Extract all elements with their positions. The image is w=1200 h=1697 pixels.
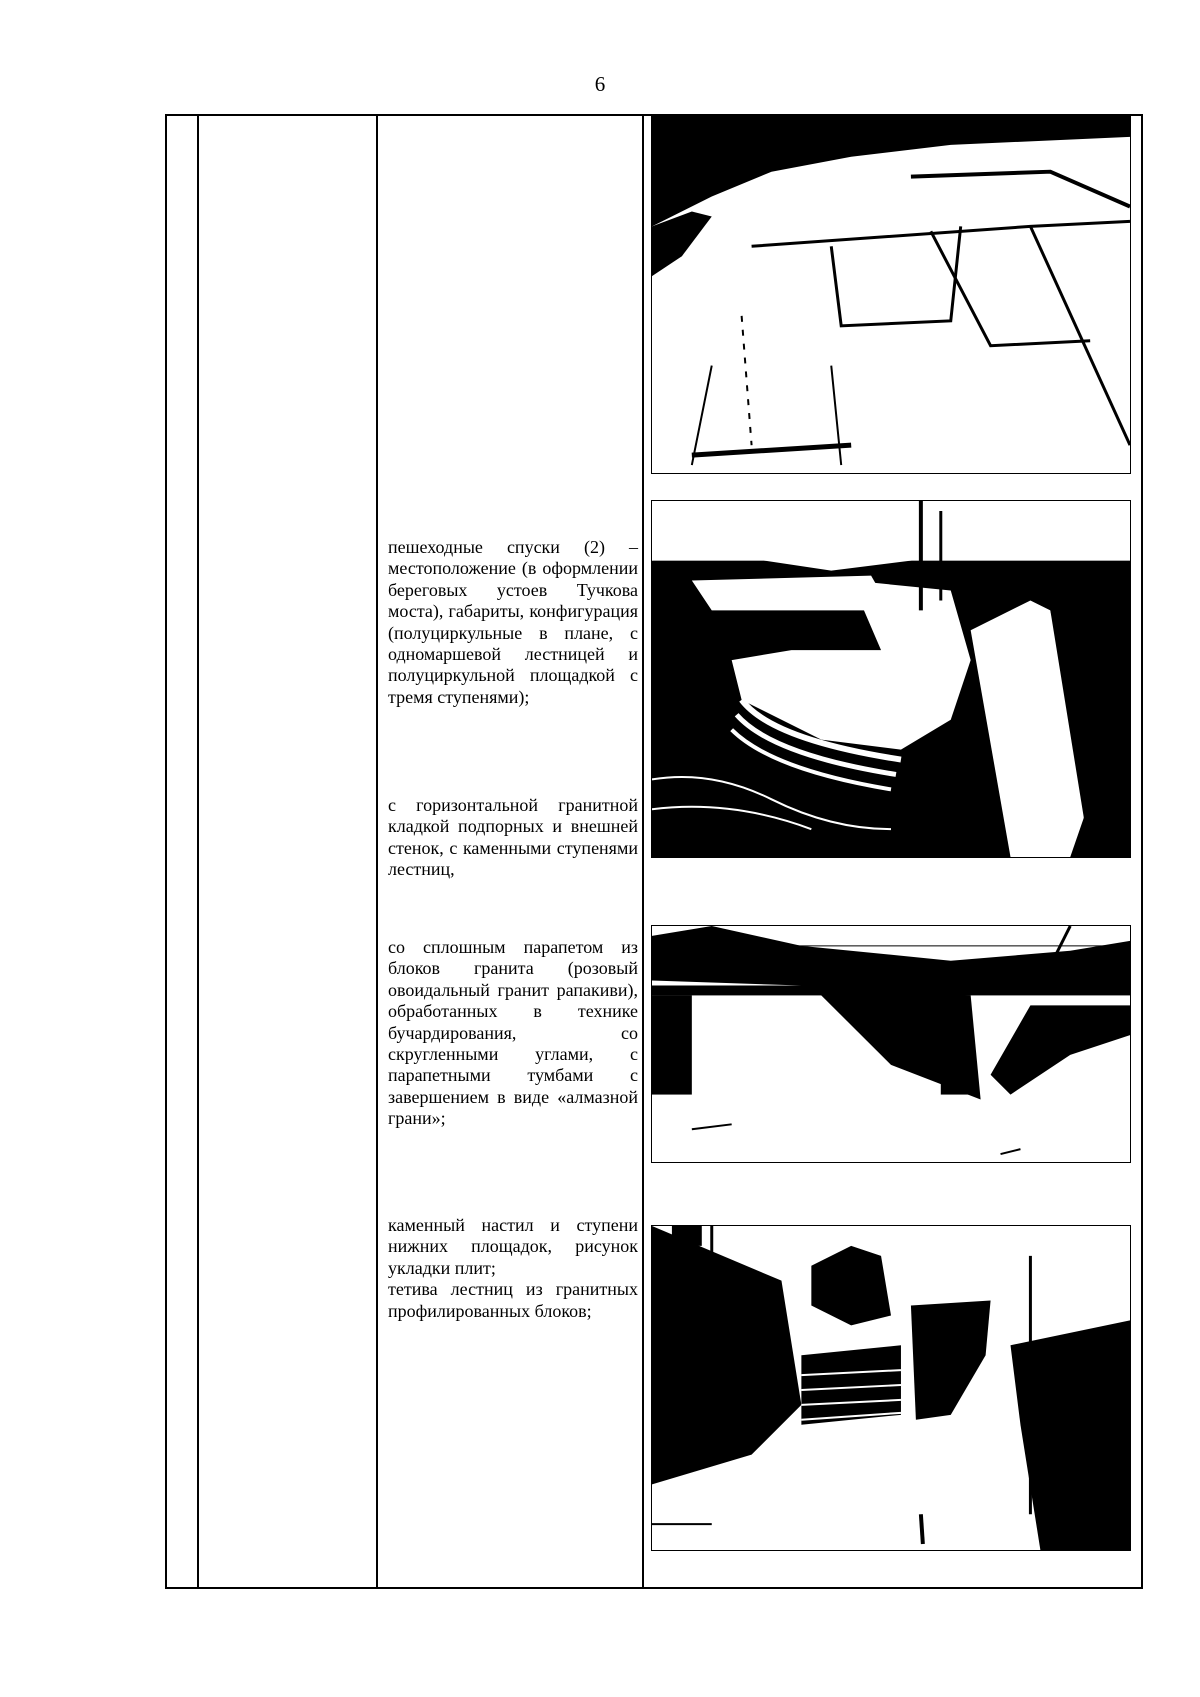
description-paragraph: каменный настил и ступени нижних площадок, рисунок укладки плит; xyxy=(388,1215,638,1278)
photo-icon xyxy=(652,926,1130,1162)
description-paragraph: с горизонтальной гранитной кладкой подпорных и внешней стенок, с каменными ступенями лестниц, xyxy=(388,795,638,880)
photo-icon xyxy=(652,1226,1130,1550)
description-paragraph: тетива лестниц из гранитных профилированных блоков; xyxy=(388,1279,638,1321)
description-granite-masonry xyxy=(388,795,638,881)
table-column-divider xyxy=(197,116,199,1587)
description-parapet xyxy=(388,937,638,1130)
photo-semicircular-descent xyxy=(651,500,1131,858)
photo-icon xyxy=(652,117,1130,473)
table-column-divider xyxy=(642,116,644,1587)
table-column-divider xyxy=(376,116,378,1587)
description-pedestrian-descents xyxy=(388,537,638,708)
description-paragraph: пешеходные спуски (2) – местоположение (в оформлении береговых устоев Тучкова моста), габариты, конфигурация (полуциркульные в плане, с одномаршевой лестницей и полуциркульной площадкой с тремя ступенями); xyxy=(388,537,638,707)
photo-parapet-descent xyxy=(651,925,1131,1163)
photo-icon xyxy=(652,501,1130,857)
photo-granite-paving xyxy=(651,116,1131,474)
description-paragraph: со сплошным парапетом из блоков гранита (розовый овоидальный гранит рапакиви), обработанных в технике бучардирования, со скругленными углами, с парапетными тумбами с завершением в виде «алмазной грани»; xyxy=(388,937,638,1129)
description-stone-paving xyxy=(388,1215,638,1322)
photo-stairs-lower-landing xyxy=(651,1225,1131,1551)
page-number: 6 xyxy=(594,72,606,96)
